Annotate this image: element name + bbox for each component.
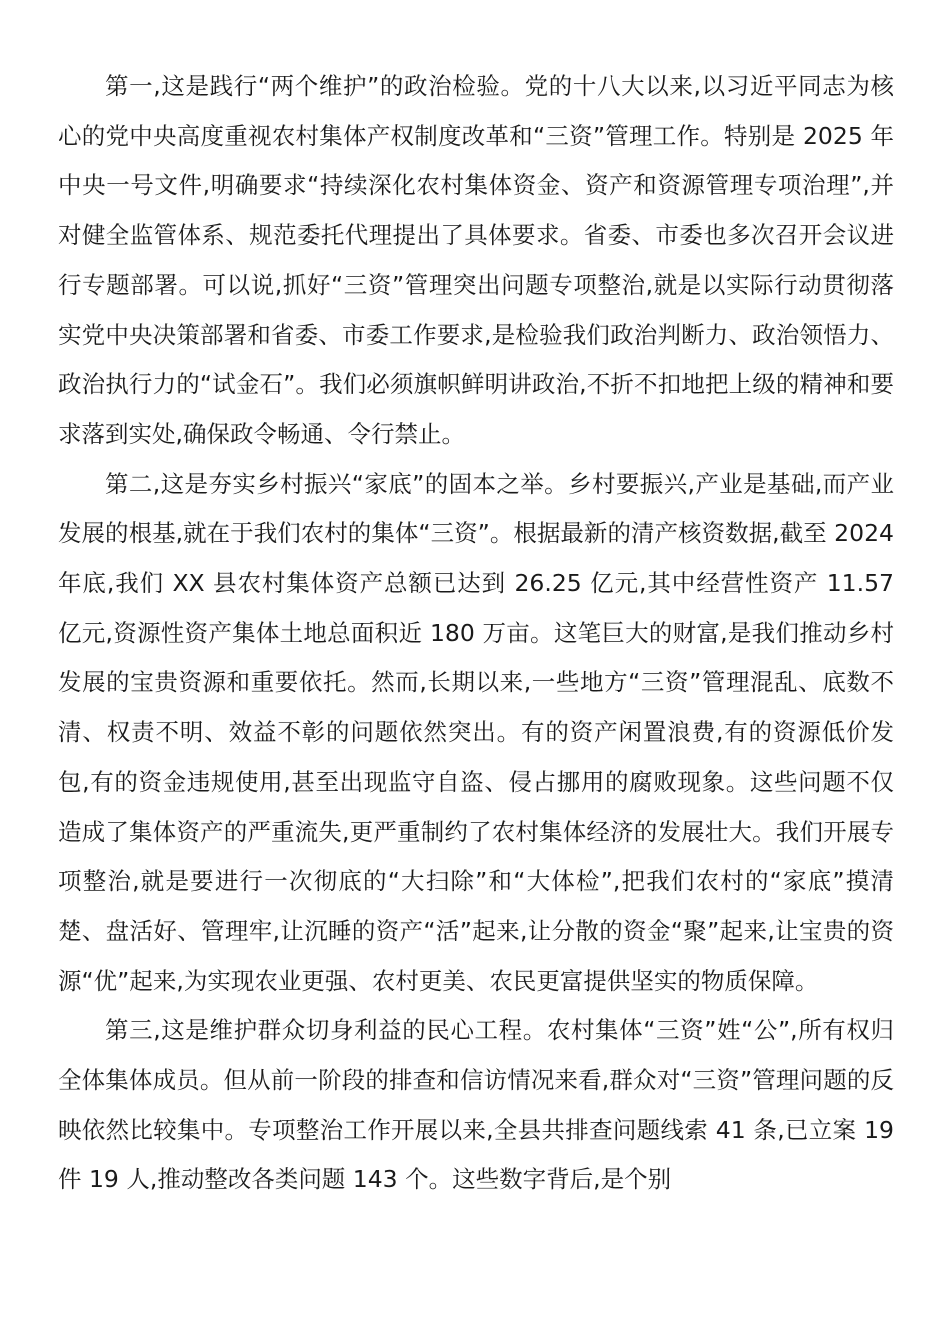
paragraph-3: 第三,这是维护群众切身利益的民心工程。农村集体“三资”姓“公”,所有权归全体集体成员。但从前一阶段的排查和信访情况来看,群众对“三资”管理问题的反映依然比较集中。专项整治工作开展以来,全县共排查问题线索 41 条,已立案 19 件 19 人,推动整改各类问题 143 个。这些数字背后,是个别	[58, 1016, 894, 1194]
document-body	[58, 62, 894, 1205]
paragraph-2: 第二,这是夯实乡村振兴“家底”的固本之举。乡村要振兴,产业是基础,而产业发展的根基,就在于我们农村的集体“三资”。根据最新的清产核资数据,截至 2024 年底,我们 XX 县农村集体资产总额已达到 26.25 亿元,其中经营性资产 11.57 亿元,资源性资产集体土地总面积近 180 万亩。这笔巨大的财富,是我们推动乡村发展的宝贵资源和重要依托。然而,长期以来,一些地方“三资”管理混乱、底数不清、权责不明、效益不彰的问题依然突出。有的资产闲置浪费,有的资源低价发包,有的资金违规使用,甚至出现监守自盗、侵占挪用的腐败现象。这些问题不仅造成了集体资产的严重流失,更严重制约了农村集体经济的发展壮大。我们开展专项整治,就是要进行一次彻底的“大扫除”和“大体检”,把我们农村的“家底”摸清楚、盘活好、管理牢,让沉睡的资产“活”起来,让分散的资金“聚”起来,让宝贵的资源“优”起来,为实现农业更强、农村更美、农民更富提供坚实的物质保障。	[58, 469, 894, 995]
paragraph-1: 第一,这是践行“两个维护”的政治检验。党的十八大以来,以习近平同志为核心的党中央高度重视农村集体产权制度改革和“三资”管理工作。特别是 2025 年中央一号文件,明确要求“持续深化农村集体资金、资产和资源管理专项治理”,并对健全监管体系、规范委托代理提出了具体要求。省委、市委也多次召开会议进行专题部署。可以说,抓好“三资”管理突出问题专项整治,就是以实际行动贯彻落实党中央决策部署和省委、市委工作要求,是检验我们政治判断力、政治领悟力、政治执行力的“试金石”。我们必须旗帜鲜明讲政治,不折不扣地把上级的精神和要求落到实处,确保政令畅通、令行禁止。	[58, 72, 894, 448]
